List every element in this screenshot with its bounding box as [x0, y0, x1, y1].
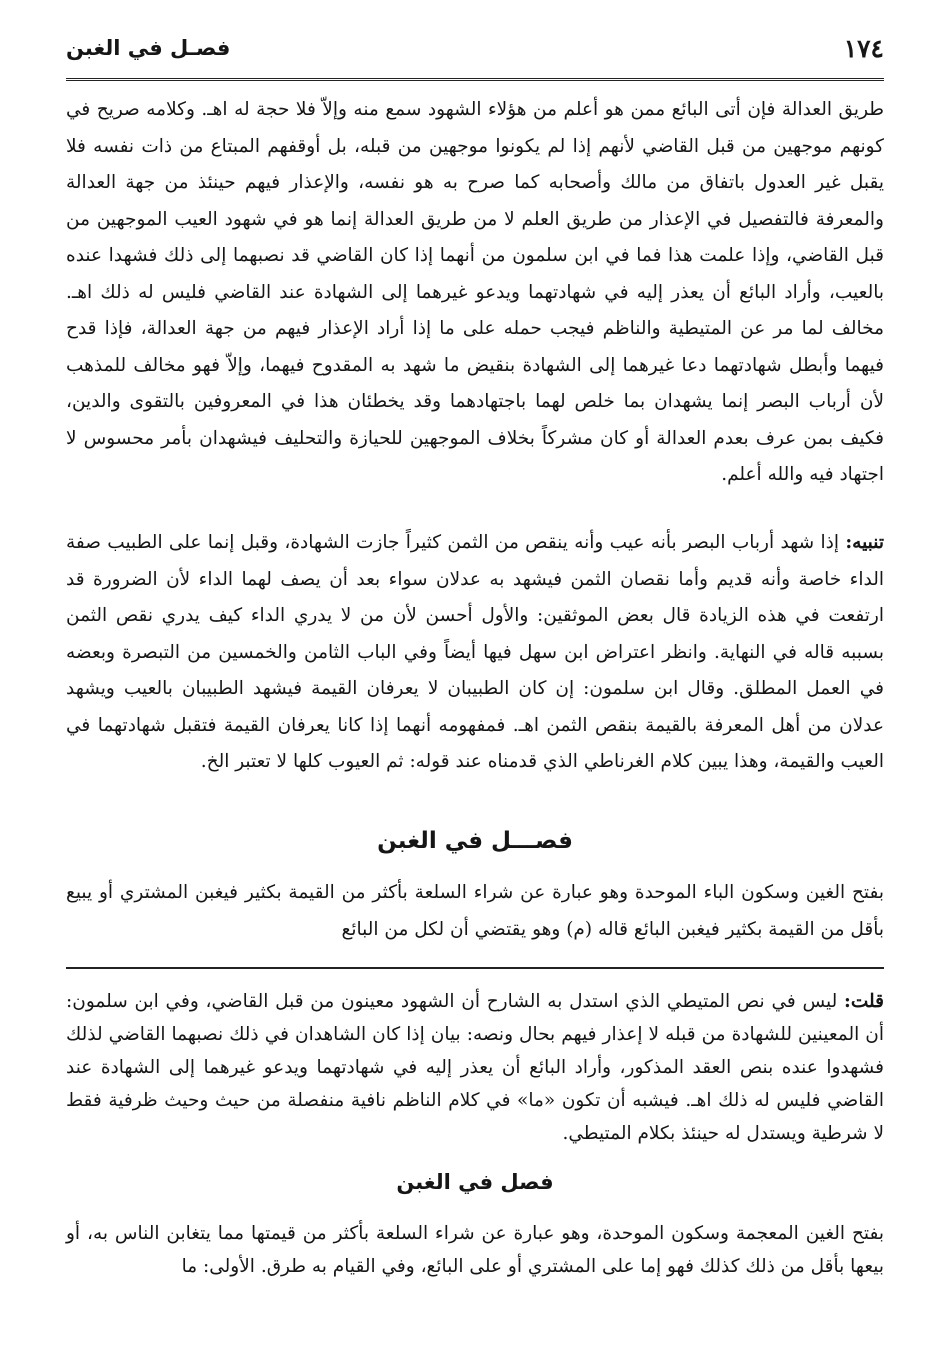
footnote-divider: [66, 967, 884, 969]
page-number: ١٧٤: [843, 34, 884, 63]
footnote-paragraph-2: بفتح الغين المعجمة وسكون الموحدة، وهو عبارة عن شراء السلعة بأكثر من قيمتها مما يتغابن الناس به، أو بيعها بأقل من ذلك كذلك فهو إما على المشتري أو على البائع، وفي القيام به طرق. الأولى: ما: [66, 1223, 884, 1277]
footnote-section-heading: فصل في الغبن: [396, 1170, 554, 1194]
section-heading-ghabn: فصـــل في الغبن: [377, 828, 573, 854]
footnote-paragraph-1: [66, 985, 884, 1150]
body-paragraph-1: طريق العدالة فإن أتى البائع ممن هو أعلم من هؤلاء الشهود سمع منه وإلاّ فلا حجة له اهـ. وكلامه صريح في كونهم موجهين من قبل القاضي لأنهم إذا لم يكونوا موجهين من قبله، بل أوقفهم المبتاع من ذات نفسه فلا يقبل غير العدول باتفاق من مالك وأصحابه كما صرح به هو نفسه، والإعذار فيهم حينئذ من جهة العدالة والمعرفة فالتفصيل في الإعذار من طريق العلم لا من طريق العدالة إنما هو في شهود العيب الموجهين من قبل القاضي، وإذا علمت هذا فما في ابن سلمون من أنهما إذا كان القاضي قد نصبهما إلى ذلك فشهدا عنده بالعيب، وأراد البائع أن يعذر إليه في شهادتهما ويدعو غيرهما إلى الشهادة عند القاضي فليس له ذلك اهـ. مخالف لما مر عن المتيطية والناظم فيجب حمله على ما إذا أراد الإعذار فيهم من جهة العدالة، فإذا قدح فيهما وأبطل شهادتهما دعا غيرهما إلى الشهادة بنقيض ما شهد به المقدوح فيهما، وإلاّ فهو مخالف للمذهب لأن أرباب البصر إنما يشهدان بما خلص لهما باجتهادهما وقد يخطئان هذا في المعروفين بالتقوى والدين، فكيف بمن عرف بعدم العدالة أو كان مشركاً بخلاف الموجهين للحيازة والتحليف فيشهدان بأمر محسوس لا اجتهاد فيه والله أعلم.: [66, 99, 884, 485]
body-paragraph-2-text: إذا شهد أرباب البصر بأنه عيب وأنه ينقص من الثمن كثيراً جازت الشهادة، وقبل إنما على الطبيب صفة الداء خاصة وأنه قديم وأما نقصان الثمن فيشهد به عدلان سواء بعد أن يصف لهما الداء لأن الضرورة قد ارتفعت في هذه الزيادة قال بعض الموثقين: والأول أحسن لأن من لا يدري الداء كيف يدري نقص الثمن بسببه قاله في النهاية. وانظر اعتراض ابن سهل فيها أيضاً وفي الباب الثامن والخمسين من التبصرة وبعضه في العمل المطلق. وقال ابن سلمون: إن كان الطبيبان لا يعرفان القيمة فيشهد الطبيبان بالعيب ويشهد عدلان من أهل المعرفة بالقيمة بنقص الثمن اهـ. فمفهومه أنهما إذا كانا يعرفان القيمة فتقبل شهادتهما في العيب والقيمة، وهذا يبين كلام الغرناطي الذي قدمناه عند قوله: ثم العيوب كلها لا تعتبر الخ.: [66, 532, 884, 772]
page-header: [66, 30, 884, 80]
header-rule: [66, 78, 884, 81]
footnote-label: قلت:: [844, 991, 884, 1012]
note-label: تنبيه:: [845, 532, 884, 553]
footnote-paragraph-1-text: ليس في نص المتيطي الذي استدل به الشارح أن الشهود معينون من قبل القاضي، وفي ابن سلمون: أن المعينين للشهادة من قبله لا إعذار فيهم بحال ونصه: بيان إذا كان الشاهدان في ذلك نصبهما القاضي لذلك فشهدوا عنده بنص العقد المذكور، وأراد البائع أن يعذر إليه في شهادتهما ويدعو غيرهما إلى الشهادة عند القاضي فليس له ذلك اهـ. فيشبه أن تكون «ما» في كلام الناظم نافية منفصلة من حيث وحيث ظرفية فقط لا شرطية ويستدل له حينئذ بكلام المتيطي.: [66, 991, 884, 1144]
body-paragraph-2: [66, 525, 884, 781]
body-paragraph-3: بفتح الغين وسكون الباء الموحدة وهو عبارة عن شراء السلعة بأكثر من القيمة بكثير فيغبن المشتري أو يبيع بأقل من القيمة بكثير فيغبن البائع قاله (م) وهو يقتضي أن لكل من البائع: [66, 882, 884, 940]
running-title: فصـل في الغبن: [66, 36, 231, 60]
